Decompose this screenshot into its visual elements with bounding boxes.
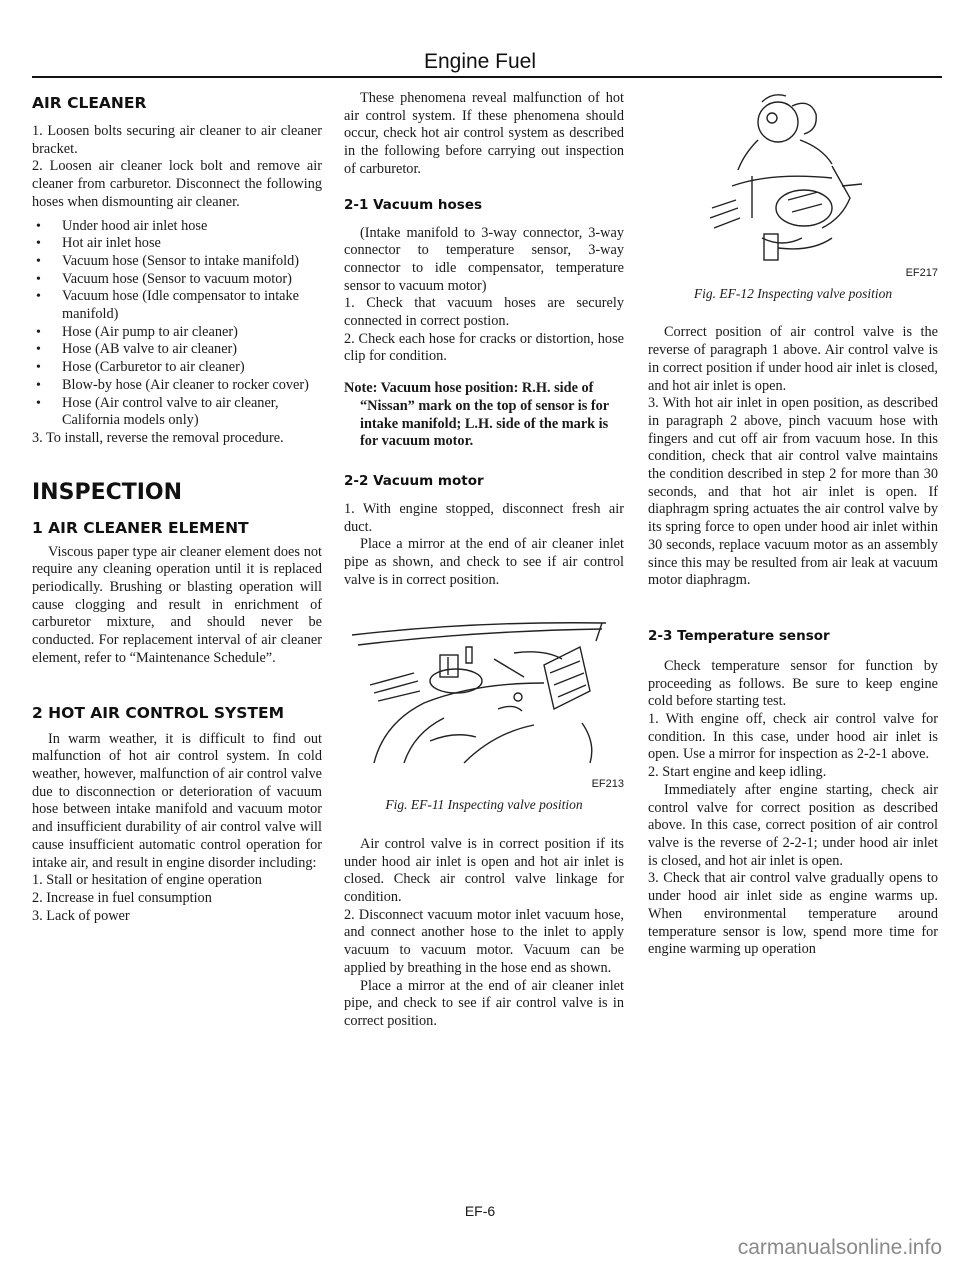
figure-caption: Fig. EF-11 Inspecting valve position [385, 797, 583, 813]
paragraph: 1. With engine stopped, disconnect fresh air duct. [344, 500, 624, 535]
paragraph: 2. Loosen air cleaner lock bolt and remove air cleaner from carburetor. Disconnect the following hoses when dismounting air cleaner. [32, 158, 322, 210]
paragraph: (Intake manifold to 3-way connector, 3-way connector to temperature sensor, 3-way connector to idle compensator, temperature sensor to vacuum motor) [344, 224, 624, 294]
column-right [648, 88, 938, 959]
air-cleaner-heading: AIR CLEANER [32, 94, 147, 112]
figure-code: EF213 [591, 778, 624, 791]
paragraph: In warm weather, it is difficult to find out malfunction of hot air control system. In cold weather, however, malfunction of air control valve due to disconnection or deterioration of vacuum hose between intake manifold and vacuum motor and insufficient durability of air control valve will cause insufficient automatic control operation for intake air, and result in engine disorder including: [32, 730, 322, 871]
inspection-heading: INSPECTION [32, 479, 183, 505]
vacuum-hoses-heading: 2-1 Vacuum hoses [344, 196, 483, 213]
paragraph: 1. Check that vacuum hoses are securely connected in correct postion. [344, 295, 624, 330]
paragraph: These phenomena reveal malfunction of hot air control system. If these phenomena should occur, check hot air control system as described in the following before carrying out inspection of carburetor. [344, 90, 624, 177]
hot-air-control-heading: 2 HOT AIR CONTROL SYSTEM [32, 703, 285, 722]
list-item: • Under hood air inlet hose [32, 218, 322, 236]
paragraph: 3. Check that air control valve gradually opens to under hood air inlet side as engine warms up. When environmental temperature around temperature sensor is low, spend more time for engine warming up operation [648, 870, 938, 958]
list-item: • Hose (Carburetor to air cleaner) [32, 359, 322, 377]
header-rule [32, 76, 942, 78]
paragraph: Viscous paper type air cleaner element does not require any cleaning operation until it is replaced periodically. Brushing or blasting operation will cause clogging and result in enrichment of carburetor mixture, and should never be conducted. For replacement interval of air cleaner element, refer to “Maintenance Schedule”. [32, 543, 322, 666]
paragraph: 2. Increase in fuel consumption [32, 889, 212, 906]
list-item: • Hose (Air control valve to air cleaner, California models only) [32, 395, 322, 430]
list-item: • Hot air inlet hose [32, 235, 322, 253]
paragraph: 1. Loosen bolts securing air cleaner to air cleaner bracket. [32, 123, 322, 157]
figure-ef12 [648, 88, 938, 302]
air-cleaner-element-heading: 1 AIR CLEANER ELEMENT [32, 518, 249, 537]
list-item: • Blow-by hose (Air cleaner to rocker cover) [32, 377, 322, 395]
paragraph: 3. To install, reverse the removal procedure. [32, 429, 284, 446]
page-header: Engine Fuel [423, 50, 537, 73]
vacuum-motor-heading: 2-2 Vacuum motor [344, 472, 484, 489]
list-item: • Hose (AB valve to air cleaner) [32, 341, 322, 359]
paragraph: 2. Check each hose for cracks or distortion, hose clip for condition. [344, 330, 624, 365]
paragraph: Check temperature sensor for function by proceeding as follows. Be sure to keep engine cold before starting test. [648, 657, 938, 710]
list-item: • Vacuum hose (Sensor to vacuum motor) [32, 271, 322, 289]
figure-code: EF217 [905, 267, 938, 279]
paragraph: Air control valve is in correct position if its under hood air inlet is open and hot air inlet is closed. Check air control valve linkage for condition. [344, 835, 624, 905]
figure-ef11 [344, 613, 624, 813]
figure-caption: Fig. EF-12 Inspecting valve position [693, 285, 893, 301]
paragraph: 1. With engine off, check air control valve for condition. In this case, under hood air inlet is open. Use a mirror for inspection as 2-2-1 above. [648, 711, 938, 763]
hose-list [32, 218, 322, 430]
list-item: • Hose (Air pump to air cleaner) [32, 324, 322, 342]
paragraph: 3. Lack of power [32, 907, 130, 924]
note: Note: Vacuum hose position: R.H. side of “Nissan” mark on the top of sensor is for intake manifold; L.H. side of the mark is for vacuum motor. [344, 380, 609, 450]
paragraph: 2. Disconnect vacuum motor inlet vacuum hose, and connect another hose to the inlet to apply vacuum to vacuum motor. Vacuum can be applied by breathing in the hose end as shown. [344, 906, 624, 976]
temperature-sensor-heading: 2-3 Temperature sensor [648, 627, 830, 644]
paragraph: Immediately after engine starting, check air control valve for correct position as described above. In this case, correct position of air control valve is the reverse of 2-2-1; under hood air inlet is closed, and hot air inlet is open. [648, 781, 938, 869]
watermark: carmanualsonline.info [737, 1236, 942, 1259]
column-left [32, 90, 322, 925]
mirror-breathing-illustration [692, 88, 892, 278]
paragraph: Place a mirror at the end of air cleaner inlet pipe as shown, and check to see if air control valve is in correct position. [344, 536, 624, 588]
paragraph: 2. Start engine and keep idling. [648, 764, 827, 781]
list-item: • Vacuum hose (Idle compensator to intake manifold) [32, 288, 322, 323]
paragraph: 1. Stall or hesitation of engine operation [32, 872, 262, 889]
column-middle [344, 90, 624, 1031]
paragraph: 3. With hot air inlet in open position, as described in paragraph 2 above, pinch vacuum hose with fingers and cut off air from vacuum hose. In this condition, check that air control valve maintains the condition described in step 2 for more than 30 seconds, and that hot air inlet is open. If diaphragm spring actuates the air control valve by its spring force to open under hood air inlet within 30 seconds, replace vacuum motor as an assembly since this may be resulted from air leak at vacuum motor diaphragm. [648, 395, 938, 589]
list-item: • Vacuum hose (Sensor to intake manifold) [32, 253, 322, 271]
valve-mirror-illustration [344, 613, 616, 771]
page-number: EF-6 [464, 1203, 496, 1219]
paragraph: Place a mirror at the end of air cleaner inlet pipe, and check to see if air control valve is in correct position. [344, 977, 624, 1029]
paragraph: Correct position of air control valve is the reverse of paragraph 1 above. Air control valve is in correct position if under hood air inlet is closed, and hot air inlet is open. [648, 324, 938, 394]
